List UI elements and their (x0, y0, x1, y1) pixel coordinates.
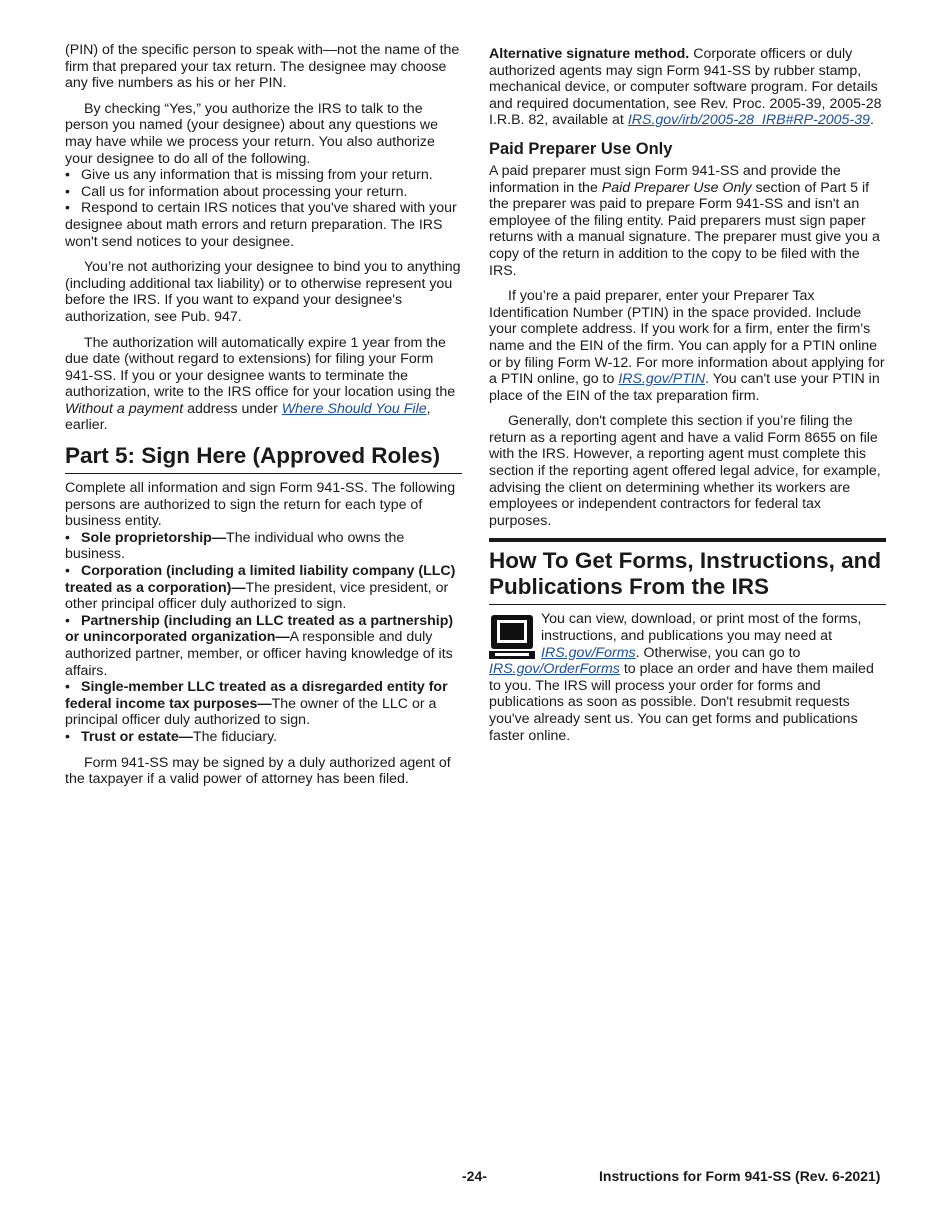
designee-bullet-2: • Call us for information about processing your return. (65, 184, 462, 201)
doc-title: Instructions for Form 941-SS (Rev. 6-2021) (599, 1168, 881, 1184)
order-forms-link[interactable]: IRS.gov/OrderForms (489, 661, 620, 678)
paid-preparer-heading: Paid Preparer Use Only (489, 139, 673, 158)
part5-heading: Part 5: Sign Here (Approved Roles) (65, 443, 462, 474)
alt-signature-title: Alternative signature method. (489, 46, 690, 62)
designee-authorize-paragraph: By checking “Yes,” you authorize the IRS to talk to the person you named (your designee) about any questions we may have while we process your return. You also authorize your designee to do all of the following. (65, 100, 439, 167)
rev-proc-link[interactable]: IRS.gov/irb/2005-28_IRB#RP-2005-39 (627, 112, 870, 129)
computer-icon (489, 613, 535, 659)
designee-bullet-1: • Give us any information that is missing from your return. (65, 167, 462, 184)
paid-preparer-paragraph-2: If you’re a paid preparer, enter your Preparer Tax Identification Number (PTIN) in the space provided. Include your complete address. If you work for a firm, enter the firm's name and the EIN of the firm. You can apply for a PTIN online or by filing Form W-12. For more information about applying for a PTIN online, go to IRS.gov/PTIN. You can't use your PTIN in place of the EIN of the tax preparation firm. (489, 288, 885, 404)
role-item: • Sole proprietorship—The individual who owns the business. (65, 530, 462, 563)
part5-intro: Complete all information and sign Form 941-SS. The following persons are authorized to sign the return for each type of business entity. (65, 480, 456, 530)
role-item: • Trust or estate—The fiduciary. (65, 729, 462, 746)
irs-forms-link[interactable]: IRS.gov/Forms (541, 644, 636, 661)
designee-pin-paragraph: (PIN) of the specific person to speak with—not the name of the firm that prepared your tax return. The designee may choose any five numbers as his or her PIN. (65, 42, 460, 92)
forms-heading: How To Get Forms, Instructions, and Publications From the IRS (489, 548, 886, 605)
ptin-link[interactable]: IRS.gov/PTIN (618, 371, 706, 388)
page-number: -24- (462, 1168, 487, 1184)
designee-expiry-paragraph: The authorization will automatically expire 1 year from the due date (without regard to extensions) for filing your Form 941-SS. If you or your designee wants to terminate the authorization, write to the IRS office for your location using the Without a payment address under Where Should You File, earlier. (65, 334, 456, 434)
forms-block (489, 611, 886, 744)
role-item: • Partnership (including an LLC treated as a partnership) or unincorporated organization—A responsible and duly authorized partner, member, or officer having knowledge of its affairs. (65, 613, 462, 679)
reporting-agent-paragraph: Generally, don't complete this section if you’re filing the return as a reporting agent and have a valid Form 8655 on file with the IRS. However, a reporting agent must complete this section if the reporting agent offered legal advice, for example, advising the client on determining whether its workers are employees or independent contractors for federal tax purposes. (489, 413, 881, 529)
designee-limits-paragraph: You’re not authorizing your designee to bind you to anything (including additional tax liability) or to otherwise represent you before the IRS. If you want to expand your designee's authorization, see Pub. 947. (65, 259, 461, 325)
alt-signature-paragraph: Alternative signature method. Corporate officers or duly authorized agents may sign Form 941-SS by rubber stamp, mechanical device, or computer software program. For details and required documentation, see Rev. Proc. 2005-39, 2005-28 I.R.B. 82, available at IRS.gov/irb/2005-28_IRB#RP-2005-39. (489, 46, 882, 129)
paid-preparer-paragraph-1: A paid preparer must sign Form 941-SS and provide the information in the Paid Preparer Use Only section of Part 5 if the preparer was paid to prepare Form 941-SS and isn't an employee of the filing entity. Paid preparers must sign paper returns with a manual signature. The preparer must give you a copy of the return in addition to the copy to be filed with the IRS. (489, 162, 880, 279)
role-item: • Single-member LLC treated as a disregarded entity for federal income tax purposes—The owner of the LLC or a principal officer duly authorized to sign. (65, 679, 462, 729)
forms-section (489, 538, 886, 744)
designee-bullet-3: • Respond to certain IRS notices that you've shared with your designee about math errors and return preparation. The IRS won't send notices to your designee. (65, 200, 462, 250)
left-column (65, 42, 462, 797)
power-of-attorney-paragraph: Form 941-SS may be signed by a duly authorized agent of the taxpayer if a valid power of attorney has been filed. (65, 754, 451, 788)
role-item: • Corporation (including a limited liability company (LLC) treated as a corporation)—The president, vice president, or other principal officer duly authorized to sign. (65, 563, 462, 613)
right-column (489, 42, 886, 753)
where-should-you-file-link[interactable]: Where Should You File (281, 400, 427, 417)
without-payment-term: Without a payment (65, 400, 184, 417)
forms-paragraph: You can view, download, or print most of the forms, instructions, and publications you may need at IRS.gov/Forms. Otherwise, you can go to IRS.gov/OrderForms to place an order and have them mailed to you. The IRS will process your order for forms and publications as soon as possible. Don't resubmit requests you've already sent us. You can get forms and publications faster online. (489, 611, 874, 744)
